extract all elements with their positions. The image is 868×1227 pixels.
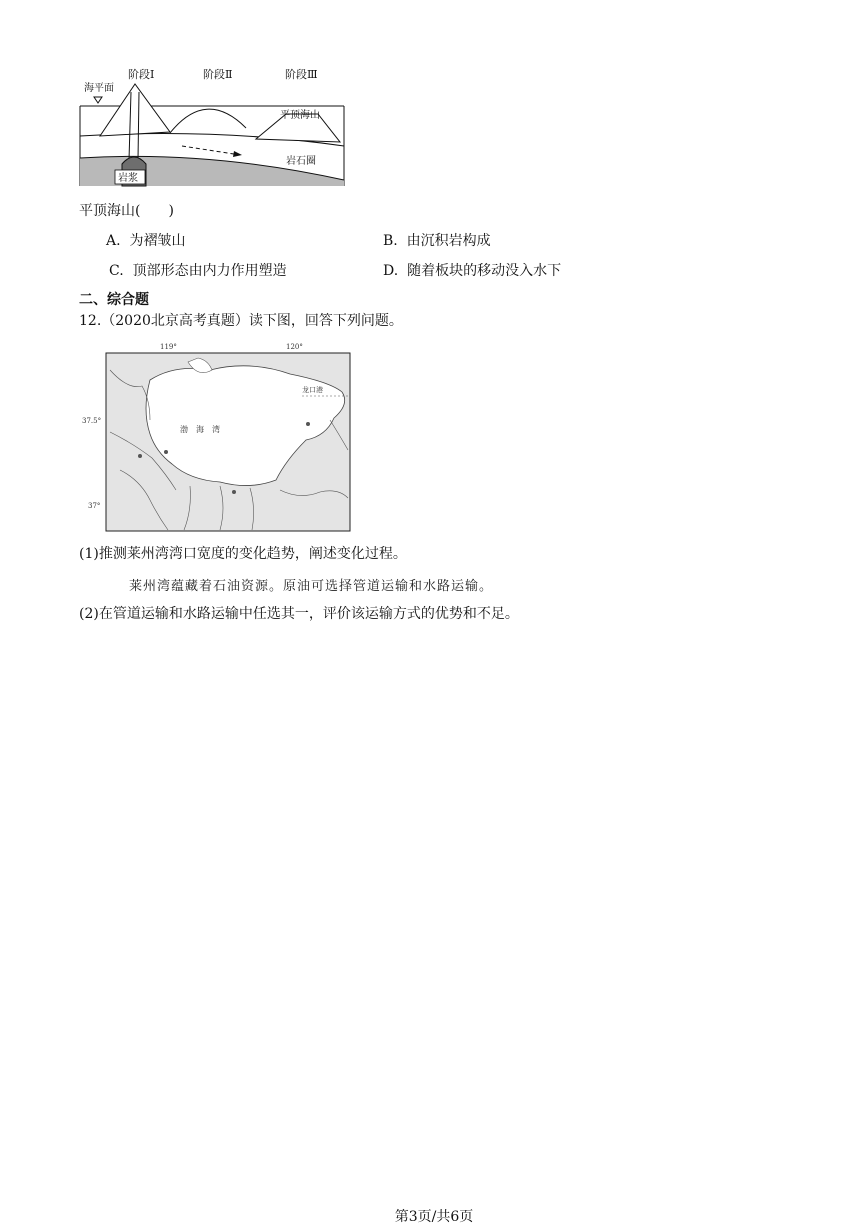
- question-12-stem: 12.（2020北京高考真题）读下图，回答下列问题。: [79, 313, 403, 329]
- lithosphere-label: 岩石圈: [286, 156, 316, 167]
- option-b[interactable]: [383, 232, 491, 250]
- section-2-heading: 二、综合题: [79, 292, 149, 308]
- handwritten-note: 莱州湾蕴藏着石油资源。原油可选择管道运输和水路运输。: [129, 579, 494, 594]
- sea-level-label: 海平面: [84, 83, 114, 94]
- stage-2-label: 阶段Ⅱ: [203, 68, 233, 81]
- stage-1-label: 阶段Ⅰ: [128, 68, 155, 81]
- lon-119-label: 119°: [160, 343, 177, 351]
- lat-375-label: 37.5°: [82, 417, 102, 425]
- option-c-text: 顶部形态由内力作用塑造: [132, 263, 287, 279]
- page-footer: 第3页/共6页: [394, 1209, 474, 1225]
- seamount-stage-2: [170, 109, 246, 133]
- sea-name-label: 渤 海 湾: [180, 425, 220, 434]
- bohai-map: [80, 340, 354, 536]
- magma-label: 岩浆: [118, 173, 138, 184]
- option-a-text: 为褶皱山: [129, 233, 186, 249]
- option-d-text: 随着板块的移动没入水下: [407, 263, 562, 279]
- lat-37-label: 37°: [88, 502, 101, 510]
- option-a-letter: A.: [106, 233, 121, 249]
- stage-3-label: 阶段Ⅲ: [285, 68, 318, 81]
- option-d[interactable]: [383, 262, 561, 280]
- lon-120-label: 120°: [286, 343, 303, 351]
- question-12-sub-2: (2)在管道运输和水路运输中任选其一，评价该运输方式的优势和不足。: [79, 606, 519, 622]
- port-label: 龙口港: [302, 386, 323, 394]
- seamount-stage-diagram: [78, 62, 348, 188]
- sea-level-marker: [94, 97, 102, 103]
- option-b-text: 由沉积岩构成: [406, 233, 491, 249]
- question-12-sub-1: (1)推测莱州湾湾口宽度的变化趋势，阐述变化过程。: [79, 546, 407, 562]
- option-c[interactable]: [109, 262, 287, 280]
- question-11-stem: 平顶海山( ): [79, 203, 174, 219]
- option-c-letter: C.: [109, 263, 124, 279]
- flat-seamount-label: 平顶海山: [280, 110, 320, 121]
- option-a[interactable]: [106, 232, 185, 250]
- option-d-letter: D.: [383, 263, 399, 279]
- option-b-letter: B.: [383, 233, 398, 249]
